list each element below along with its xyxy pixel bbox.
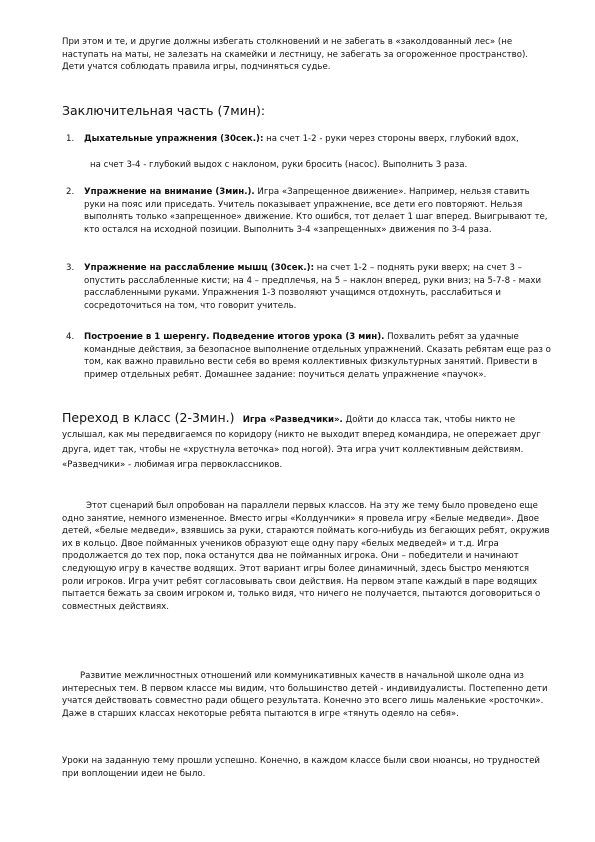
list-item bbox=[84, 331, 553, 381]
paragraph-conclusion: Уроки на заданную тему прошли успешно. Конечно, в каждом классе были свои нюансы, но трудностей при воплощении идеи не было. bbox=[62, 756, 540, 779]
paragraph-development: Развитие межличностных отношений или коммуникативных качеств в начальной школе одна из интересных тем. В первом классе мы видим, что большинство детей - индивидуалисты. Постепенно дети учатся действовать совместно ради общего результата. Конечно это всего лишь маленькие «росточки». Даже в старших классах некоторые ребята пытаются в игре «тянуть одеяло на себя». bbox=[62, 671, 548, 719]
item-text: на счет 1-2 – поднять руки вверх; на счет 3 – опустить расслабленные кисти; на 4 – предплечья, на 5 – наклон вперед, руки вниз; на 5-7-8 - махи расслабленными руками. Упражнения 1-3 позволяют учащимся отдохнуть, расслабиться и сосредоточиться на том, что говорит учитель. bbox=[84, 263, 542, 311]
final-part-heading: Заключительная часть (7мин): bbox=[62, 103, 266, 118]
transition-text: Дойти до класса так, чтобы никто не услышал, как мы передвигаемся по коридору (никто не выходит вперед командира, не опережает друг друга, идет так, чтобы не «хрустнула веточка» под ногой). Эта игра учит коллективным действиям. «Разведчики» - любимая игра первоклассников. bbox=[62, 415, 541, 470]
list-item-number: 1. bbox=[66, 134, 75, 144]
list-item bbox=[84, 262, 553, 312]
list-item bbox=[84, 133, 553, 146]
paragraph-scenario: Этот сценарий был опробован на параллели первых классов. На эту же тему было проведено еще одно занятие, немного измененное. Вместо игры «Колдунчики» я провела игру «Белые медведи». Двое детей, «белые медведи», взявшись за руки, стараются поймать кого-нибудь из бегающих ребят, окружив их в кольцо. Двое пойманных учеников образуют еще одну пару «белых медведей» и т.д. Игра продолжается до тех пор, пока останутся два не пойманных игрока. Они – победители и начинают следующую игру в качестве водящих. Этот вариант игры более динамичный, здесь быстро меняются роли игроков. Игра учит ребят согласовывать свои действия. На первом этапе каждый в паре водящих пытается бежать за своим игроком и, только видя, что ничего не получается, пытаются договориться о совместных действиях. bbox=[62, 501, 550, 612]
item-text: Похвалить ребят за удачные командные действия, за безопасное выполнение отдельных упражнений. Сказать ребятам еще раз о том, как важно правильно вести себя во время коллективных физкультурных занятий. Привести в пример отдельных ребят. Домашнее задание: поучиться делать упражнение «паучок». bbox=[84, 332, 551, 380]
item-text: Игра «Запрещенное движение». Например, нельзя ставить руки на пояс или приседать. Учитель показывает упражнение, все дети его повторяют. Нельзя выполнять только «запрещенное» движение. Кто ошибся, тот делает 1 шаг вперед. Выигрывают те, кто остался на исходной позиции. Выполнить 3-4 «запрещенных» движения по 3-4 раза. bbox=[84, 187, 548, 235]
item-title: Построение в 1 шеренгу. Подведение итогов урока (3 мин). bbox=[84, 332, 385, 342]
item-title: Дыхательные упражнения (30сек.): bbox=[84, 134, 264, 144]
transition-paragraph bbox=[62, 410, 553, 473]
item-continuation: на счет 3-4 - глубокий выдох с наклоном, руки бросить (насос). Выполнить 3 раза. bbox=[90, 160, 468, 170]
item-title: Упражнение на расслабление мышц (30сек.): bbox=[84, 263, 315, 273]
item-title: Упражнение на внимание (3мин.). bbox=[84, 187, 255, 197]
transition-heading: Переход в класс (2-3мин.) bbox=[62, 410, 235, 425]
list-item bbox=[84, 186, 553, 236]
intro-paragraph: При этом и те, и другие должны избегать столкновений и не забегать в «заколдованный лес» (не наступать на маты, не залезать на скамейки и лестницу, не забегать за огороженное пространство). Дети учатся соблюдать правила игры, подчиняться судье. bbox=[62, 37, 529, 73]
list-item-number: 3. bbox=[66, 263, 75, 273]
game-title: Игра «Разведчики». bbox=[242, 415, 343, 425]
item-text: на счет 1-2 - руки через стороны вверх, глубокий вдох, bbox=[263, 134, 519, 144]
list-item-number: 4. bbox=[66, 332, 75, 342]
list-item-number: 2. bbox=[66, 187, 75, 197]
